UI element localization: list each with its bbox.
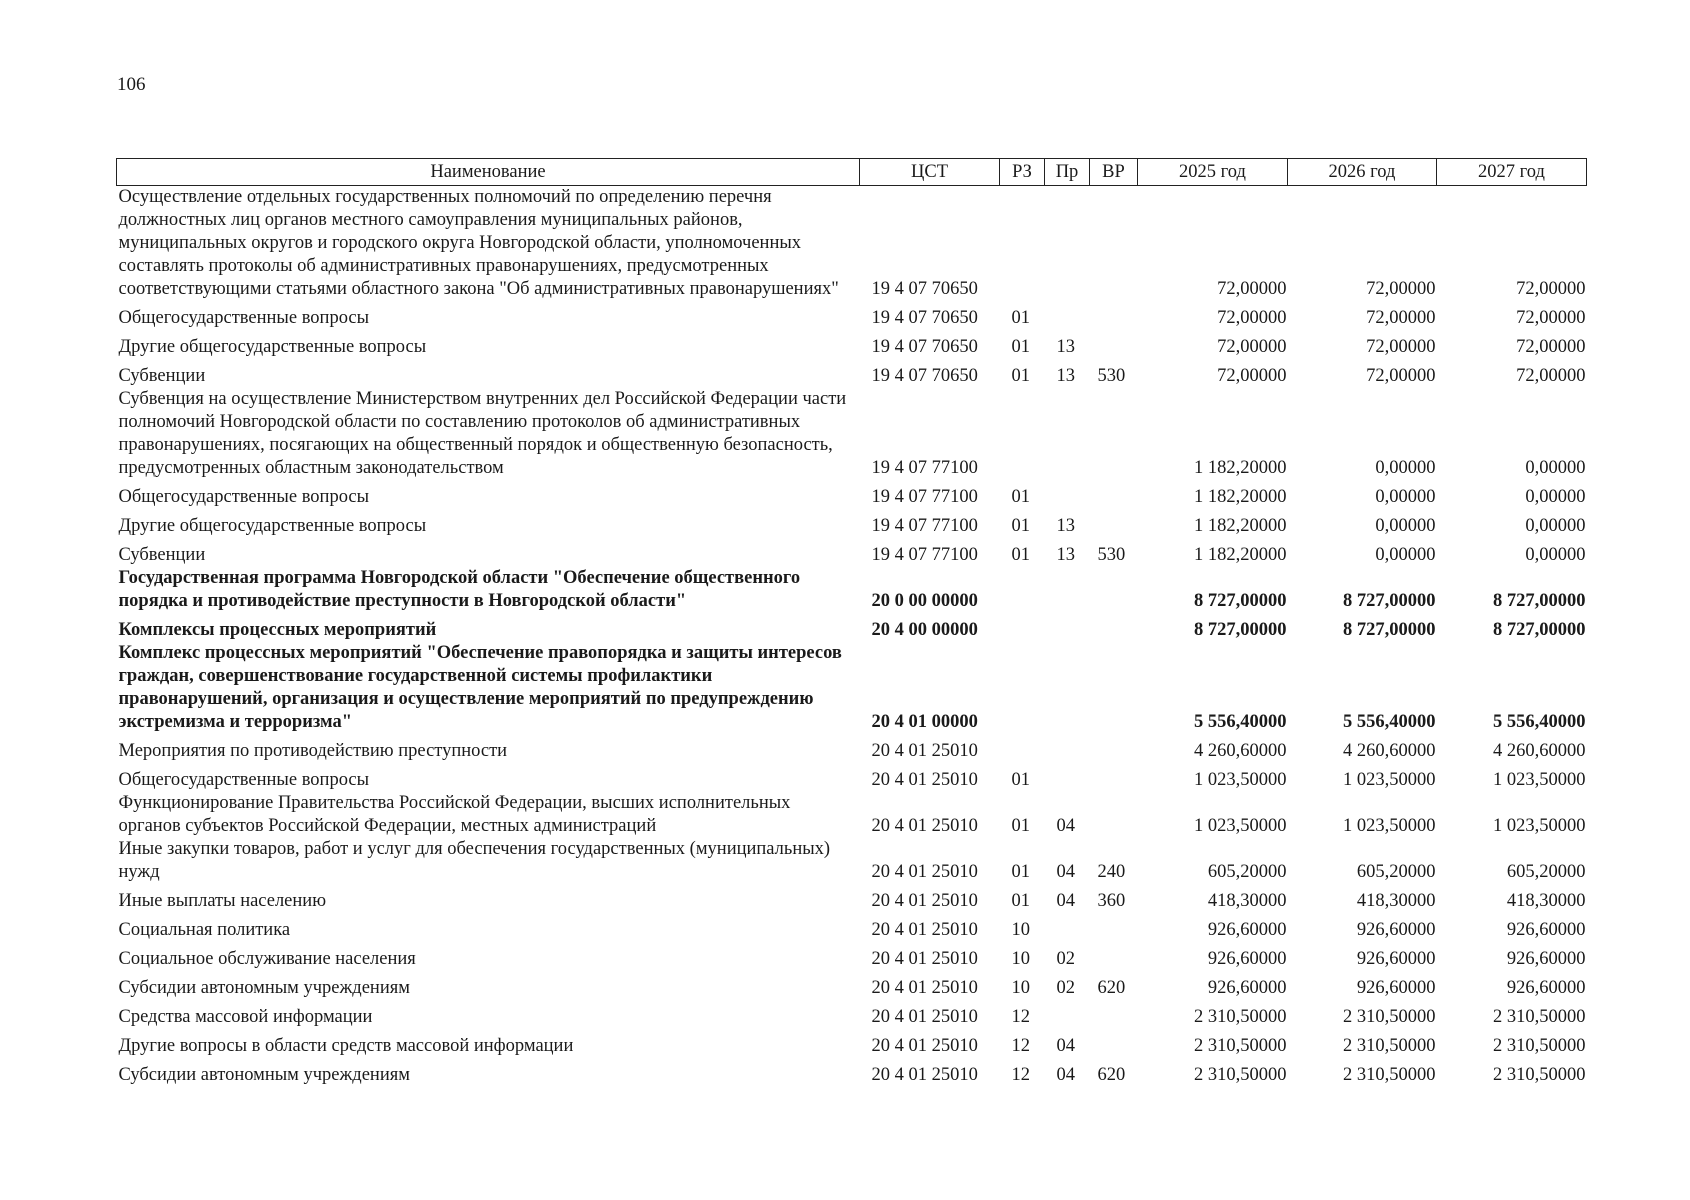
cell-cst: 19 4 07 70650 — [871, 337, 978, 357]
cell-pr: 13 — [1056, 545, 1075, 565]
cell-2025: 72,00000 — [1217, 366, 1287, 386]
cell-pr: 02 — [1056, 949, 1075, 969]
cell-pr — [1045, 186, 1090, 302]
cell-name: Социальное обслуживание населения — [118, 949, 416, 969]
cell-2025: 2 310,50000 — [1194, 1036, 1287, 1056]
cell-rz: 01 — [1011, 366, 1030, 386]
cell-cst: 20 4 01 25010 — [871, 1065, 978, 1085]
cell-2026: 1 023,50000 — [1343, 816, 1436, 836]
cell-name: Государственная программа Новгородской области "Обеспечение общественного порядка и противодействие преступности в Новгородской области" — [118, 568, 801, 611]
cell-rz: 01 — [1011, 816, 1030, 836]
table-row — [117, 301, 1587, 330]
header-pr: Пр — [1045, 159, 1090, 186]
cell-pr: 04 — [1056, 816, 1075, 836]
cell-2027: 8 727,00000 — [1493, 620, 1586, 640]
cell-name: Мероприятия по противодействию преступности — [118, 741, 508, 761]
cell-pr — [1045, 913, 1090, 942]
cell-rz: 10 — [1011, 949, 1030, 969]
cell-vr — [1090, 734, 1138, 763]
cell-cst: 20 4 01 25010 — [871, 741, 978, 761]
cell-2027: 2 310,50000 — [1493, 1036, 1586, 1056]
cell-2025: 1 182,20000 — [1194, 458, 1287, 478]
cell-2027: 5 556,40000 — [1493, 712, 1586, 732]
table-row — [117, 359, 1587, 388]
table-row — [117, 913, 1587, 942]
cell-rz: 10 — [1011, 920, 1030, 940]
cell-vr — [1090, 480, 1138, 509]
cell-name: Другие вопросы в области средств массовой информации — [118, 1036, 574, 1056]
cell-pr — [1045, 734, 1090, 763]
cell-2027: 72,00000 — [1516, 308, 1586, 328]
cell-2026: 72,00000 — [1366, 279, 1436, 299]
table-row — [117, 509, 1587, 538]
cell-2025: 926,60000 — [1207, 949, 1287, 969]
cell-2026: 72,00000 — [1366, 308, 1436, 328]
cell-2027: 4 260,60000 — [1493, 741, 1586, 761]
cell-rz: 01 — [1011, 891, 1030, 911]
cell-2025: 72,00000 — [1217, 308, 1287, 328]
cell-2027: 72,00000 — [1516, 337, 1586, 357]
cell-2025: 1 182,20000 — [1194, 487, 1287, 507]
cell-2027: 2 310,50000 — [1493, 1065, 1586, 1085]
cell-cst: 19 4 07 70650 — [871, 366, 978, 386]
cell-cst: 20 4 01 25010 — [871, 862, 978, 882]
cell-2027: 926,60000 — [1506, 920, 1586, 940]
table-row — [117, 1029, 1587, 1058]
cell-cst: 19 4 07 77100 — [871, 487, 978, 507]
table-row — [117, 1000, 1587, 1029]
header-2026: 2026 год — [1288, 159, 1437, 186]
cell-rz: 01 — [1011, 862, 1030, 882]
cell-pr: 04 — [1056, 891, 1075, 911]
cell-name: Осуществление отдельных государственных полномочий по определению перечня должностных лиц органов местного самоуправления муниципальных районов, муниципальных округов и городского округа Новгородской области, уполномоченных составлять протоколы об административных правонарушениях, предусмотренных соответствующими статьями областного закона "Об административных правонарушениях" — [118, 187, 839, 299]
cell-cst: 19 4 07 77100 — [871, 516, 978, 536]
header-2025: 2025 год — [1138, 159, 1288, 186]
cell-vr: 530 — [1097, 366, 1126, 386]
cell-2027: 0,00000 — [1525, 516, 1586, 536]
cell-vr — [1090, 388, 1138, 480]
cell-name: Субвенции — [118, 545, 206, 565]
cell-vr: 620 — [1097, 1065, 1126, 1085]
cell-pr: 13 — [1056, 337, 1075, 357]
cell-rz: 01 — [1011, 308, 1030, 328]
cell-pr: 13 — [1056, 516, 1075, 536]
cell-vr — [1090, 763, 1138, 792]
cell-name: Субсидии автономным учреждениям — [118, 978, 410, 998]
cell-2026: 926,60000 — [1356, 949, 1436, 969]
cell-2026: 926,60000 — [1356, 920, 1436, 940]
cell-2027: 8 727,00000 — [1493, 591, 1586, 611]
page-number: 106 — [117, 74, 146, 95]
cell-name: Другие общегосударственные вопросы — [118, 516, 427, 536]
cell-2026: 8 727,00000 — [1343, 620, 1436, 640]
cell-2026: 0,00000 — [1375, 516, 1436, 536]
table-row — [117, 792, 1587, 838]
table-row — [117, 942, 1587, 971]
cell-rz: 01 — [1011, 770, 1030, 790]
cell-rz: 01 — [1011, 337, 1030, 357]
cell-2025: 926,60000 — [1207, 920, 1287, 940]
table-row — [117, 734, 1587, 763]
cell-2027: 926,60000 — [1506, 978, 1586, 998]
cell-name: Субвенция на осуществление Министерством внутренних дел Российской Федерации части полномочий Новгородской области по составлению протоколов об административных правонарушениях, посягающих на общественный порядок и общественную безопасность, предусмотренных областным законодательством — [118, 389, 847, 478]
cell-cst: 20 4 01 25010 — [871, 949, 978, 969]
cell-2027: 0,00000 — [1525, 487, 1586, 507]
cell-pr: 13 — [1056, 366, 1075, 386]
cell-pr — [1045, 763, 1090, 792]
cell-name: Общегосударственные вопросы — [118, 770, 370, 790]
table-row — [117, 838, 1587, 884]
cell-2027: 418,30000 — [1506, 891, 1586, 911]
cell-name: Средства массовой информации — [118, 1007, 373, 1027]
header-rz: РЗ — [1000, 159, 1045, 186]
cell-cst: 20 4 01 25010 — [871, 920, 978, 940]
cell-vr: 530 — [1097, 545, 1126, 565]
cell-vr — [1090, 301, 1138, 330]
cell-2027: 2 310,50000 — [1493, 1007, 1586, 1027]
cell-2026: 2 310,50000 — [1343, 1007, 1436, 1027]
cell-pr — [1045, 642, 1090, 734]
cell-2026: 8 727,00000 — [1343, 591, 1436, 611]
cell-rz: 12 — [1011, 1065, 1030, 1085]
cell-2027: 72,00000 — [1516, 366, 1586, 386]
cell-2025: 926,60000 — [1207, 978, 1287, 998]
cell-vr: 360 — [1097, 891, 1126, 911]
cell-pr — [1045, 480, 1090, 509]
cell-2027: 1 023,50000 — [1493, 816, 1586, 836]
cell-cst: 20 4 01 25010 — [871, 978, 978, 998]
cell-vr: 240 — [1097, 862, 1126, 882]
cell-2026: 4 260,60000 — [1343, 741, 1436, 761]
cell-pr: 02 — [1056, 978, 1075, 998]
cell-2027: 926,60000 — [1506, 949, 1586, 969]
cell-2025: 5 556,40000 — [1194, 712, 1287, 732]
cell-2025: 8 727,00000 — [1194, 591, 1287, 611]
cell-2026: 0,00000 — [1375, 487, 1436, 507]
cell-2026: 2 310,50000 — [1343, 1065, 1436, 1085]
cell-vr — [1090, 1000, 1138, 1029]
cell-2026: 72,00000 — [1366, 337, 1436, 357]
cell-name: Иные выплаты населению — [118, 891, 327, 911]
cell-2026: 72,00000 — [1366, 366, 1436, 386]
table-row — [117, 388, 1587, 480]
cell-vr — [1090, 330, 1138, 359]
cell-rz — [1000, 388, 1045, 480]
cell-cst: 19 4 07 77100 — [871, 545, 978, 565]
cell-rz — [1000, 734, 1045, 763]
table-row — [117, 763, 1587, 792]
cell-2026: 605,20000 — [1356, 862, 1436, 882]
cell-name: Субвенции — [118, 366, 206, 386]
cell-2026: 2 310,50000 — [1343, 1036, 1436, 1056]
cell-2025: 2 310,50000 — [1194, 1065, 1287, 1085]
cell-rz: 01 — [1011, 516, 1030, 536]
table-row — [117, 567, 1587, 613]
cell-2026: 0,00000 — [1375, 545, 1436, 565]
cell-pr — [1045, 567, 1090, 613]
cell-cst: 20 4 01 25010 — [871, 1036, 978, 1056]
table-row — [117, 642, 1587, 734]
cell-2027: 605,20000 — [1506, 862, 1586, 882]
cell-name: Другие общегосударственные вопросы — [118, 337, 427, 357]
cell-rz: 10 — [1011, 978, 1030, 998]
table-row — [117, 1058, 1587, 1087]
cell-pr: 04 — [1056, 1036, 1075, 1056]
cell-name: Социальная политика — [118, 920, 291, 940]
table-body — [117, 186, 1587, 1088]
cell-2027: 1 023,50000 — [1493, 770, 1586, 790]
cell-pr: 04 — [1056, 1065, 1075, 1085]
cell-rz: 12 — [1011, 1007, 1030, 1027]
cell-vr — [1090, 913, 1138, 942]
cell-2025: 1 023,50000 — [1194, 770, 1287, 790]
cell-vr — [1090, 186, 1138, 302]
cell-name: Субсидии автономным учреждениям — [118, 1065, 410, 1085]
cell-2025: 1 023,50000 — [1194, 816, 1287, 836]
cell-name: Комплексы процессных мероприятий — [118, 620, 437, 640]
cell-name: Общегосударственные вопросы — [118, 308, 370, 328]
cell-rz — [1000, 567, 1045, 613]
cell-rz — [1000, 186, 1045, 302]
cell-cst: 19 4 07 77100 — [871, 458, 978, 478]
cell-2025: 4 260,60000 — [1194, 741, 1287, 761]
cell-vr — [1090, 613, 1138, 642]
cell-vr — [1090, 509, 1138, 538]
cell-cst: 19 4 07 70650 — [871, 279, 978, 299]
cell-2025: 1 182,20000 — [1194, 516, 1287, 536]
cell-2026: 0,00000 — [1375, 458, 1436, 478]
table-row — [117, 538, 1587, 567]
cell-pr — [1045, 301, 1090, 330]
cell-rz: 01 — [1011, 487, 1030, 507]
table-row — [117, 330, 1587, 359]
cell-vr: 620 — [1097, 978, 1126, 998]
cell-pr — [1045, 388, 1090, 480]
cell-rz — [1000, 642, 1045, 734]
cell-cst: 20 4 01 25010 — [871, 891, 978, 911]
cell-rz — [1000, 613, 1045, 642]
cell-2025: 605,20000 — [1207, 862, 1287, 882]
cell-cst: 20 4 00 00000 — [871, 620, 978, 640]
cell-2026: 5 556,40000 — [1343, 712, 1436, 732]
cell-2025: 72,00000 — [1217, 337, 1287, 357]
cell-cst: 20 4 01 25010 — [871, 770, 978, 790]
cell-2027: 0,00000 — [1525, 545, 1586, 565]
header-cst: ЦСТ — [860, 159, 1000, 186]
cell-2027: 72,00000 — [1516, 279, 1586, 299]
cell-vr — [1090, 1029, 1138, 1058]
cell-2026: 418,30000 — [1356, 891, 1436, 911]
cell-vr — [1090, 642, 1138, 734]
cell-2025: 418,30000 — [1207, 891, 1287, 911]
header-name: Наименование — [117, 159, 860, 186]
table-header — [117, 159, 1587, 186]
cell-2026: 1 023,50000 — [1343, 770, 1436, 790]
cell-name: Комплекс процессных мероприятий "Обеспечение правопорядка и защиты интересов граждан, совершенствование государственной системы профилактики правонарушений, организация и осуществление мероприятий по предупреждению экстремизма и терроризма" — [118, 643, 842, 732]
cell-pr: 04 — [1056, 862, 1075, 882]
cell-name: Общегосударственные вопросы — [118, 487, 370, 507]
cell-rz: 01 — [1011, 545, 1030, 565]
cell-rz: 12 — [1011, 1036, 1030, 1056]
cell-cst: 19 4 07 70650 — [871, 308, 978, 328]
table-row — [117, 971, 1587, 1000]
cell-name: Иные закупки товаров, работ и услуг для обеспечения государственных (муниципальных) нужд — [118, 839, 831, 882]
cell-vr — [1090, 567, 1138, 613]
cell-pr — [1045, 613, 1090, 642]
table-row — [117, 186, 1587, 302]
cell-vr — [1090, 942, 1138, 971]
header-2027: 2027 год — [1437, 159, 1587, 186]
cell-cst: 20 0 00 00000 — [871, 591, 978, 611]
cell-cst: 20 4 01 25010 — [871, 1007, 978, 1027]
cell-cst: 20 4 01 00000 — [871, 712, 978, 732]
cell-2025: 1 182,20000 — [1194, 545, 1287, 565]
table-row — [117, 480, 1587, 509]
budget-table — [116, 158, 1587, 1087]
table-row — [117, 613, 1587, 642]
cell-2026: 926,60000 — [1356, 978, 1436, 998]
cell-2025: 2 310,50000 — [1194, 1007, 1287, 1027]
cell-2027: 0,00000 — [1525, 458, 1586, 478]
cell-vr — [1090, 792, 1138, 838]
cell-2025: 8 727,00000 — [1194, 620, 1287, 640]
header-vr: ВР — [1090, 159, 1138, 186]
cell-name: Функционирование Правительства Российской Федерации, высших исполнительных органов субъектов Российской Федерации, местных администраций — [118, 793, 791, 836]
table-row — [117, 884, 1587, 913]
cell-pr — [1045, 1000, 1090, 1029]
cell-cst: 20 4 01 25010 — [871, 816, 978, 836]
cell-2025: 72,00000 — [1217, 279, 1287, 299]
